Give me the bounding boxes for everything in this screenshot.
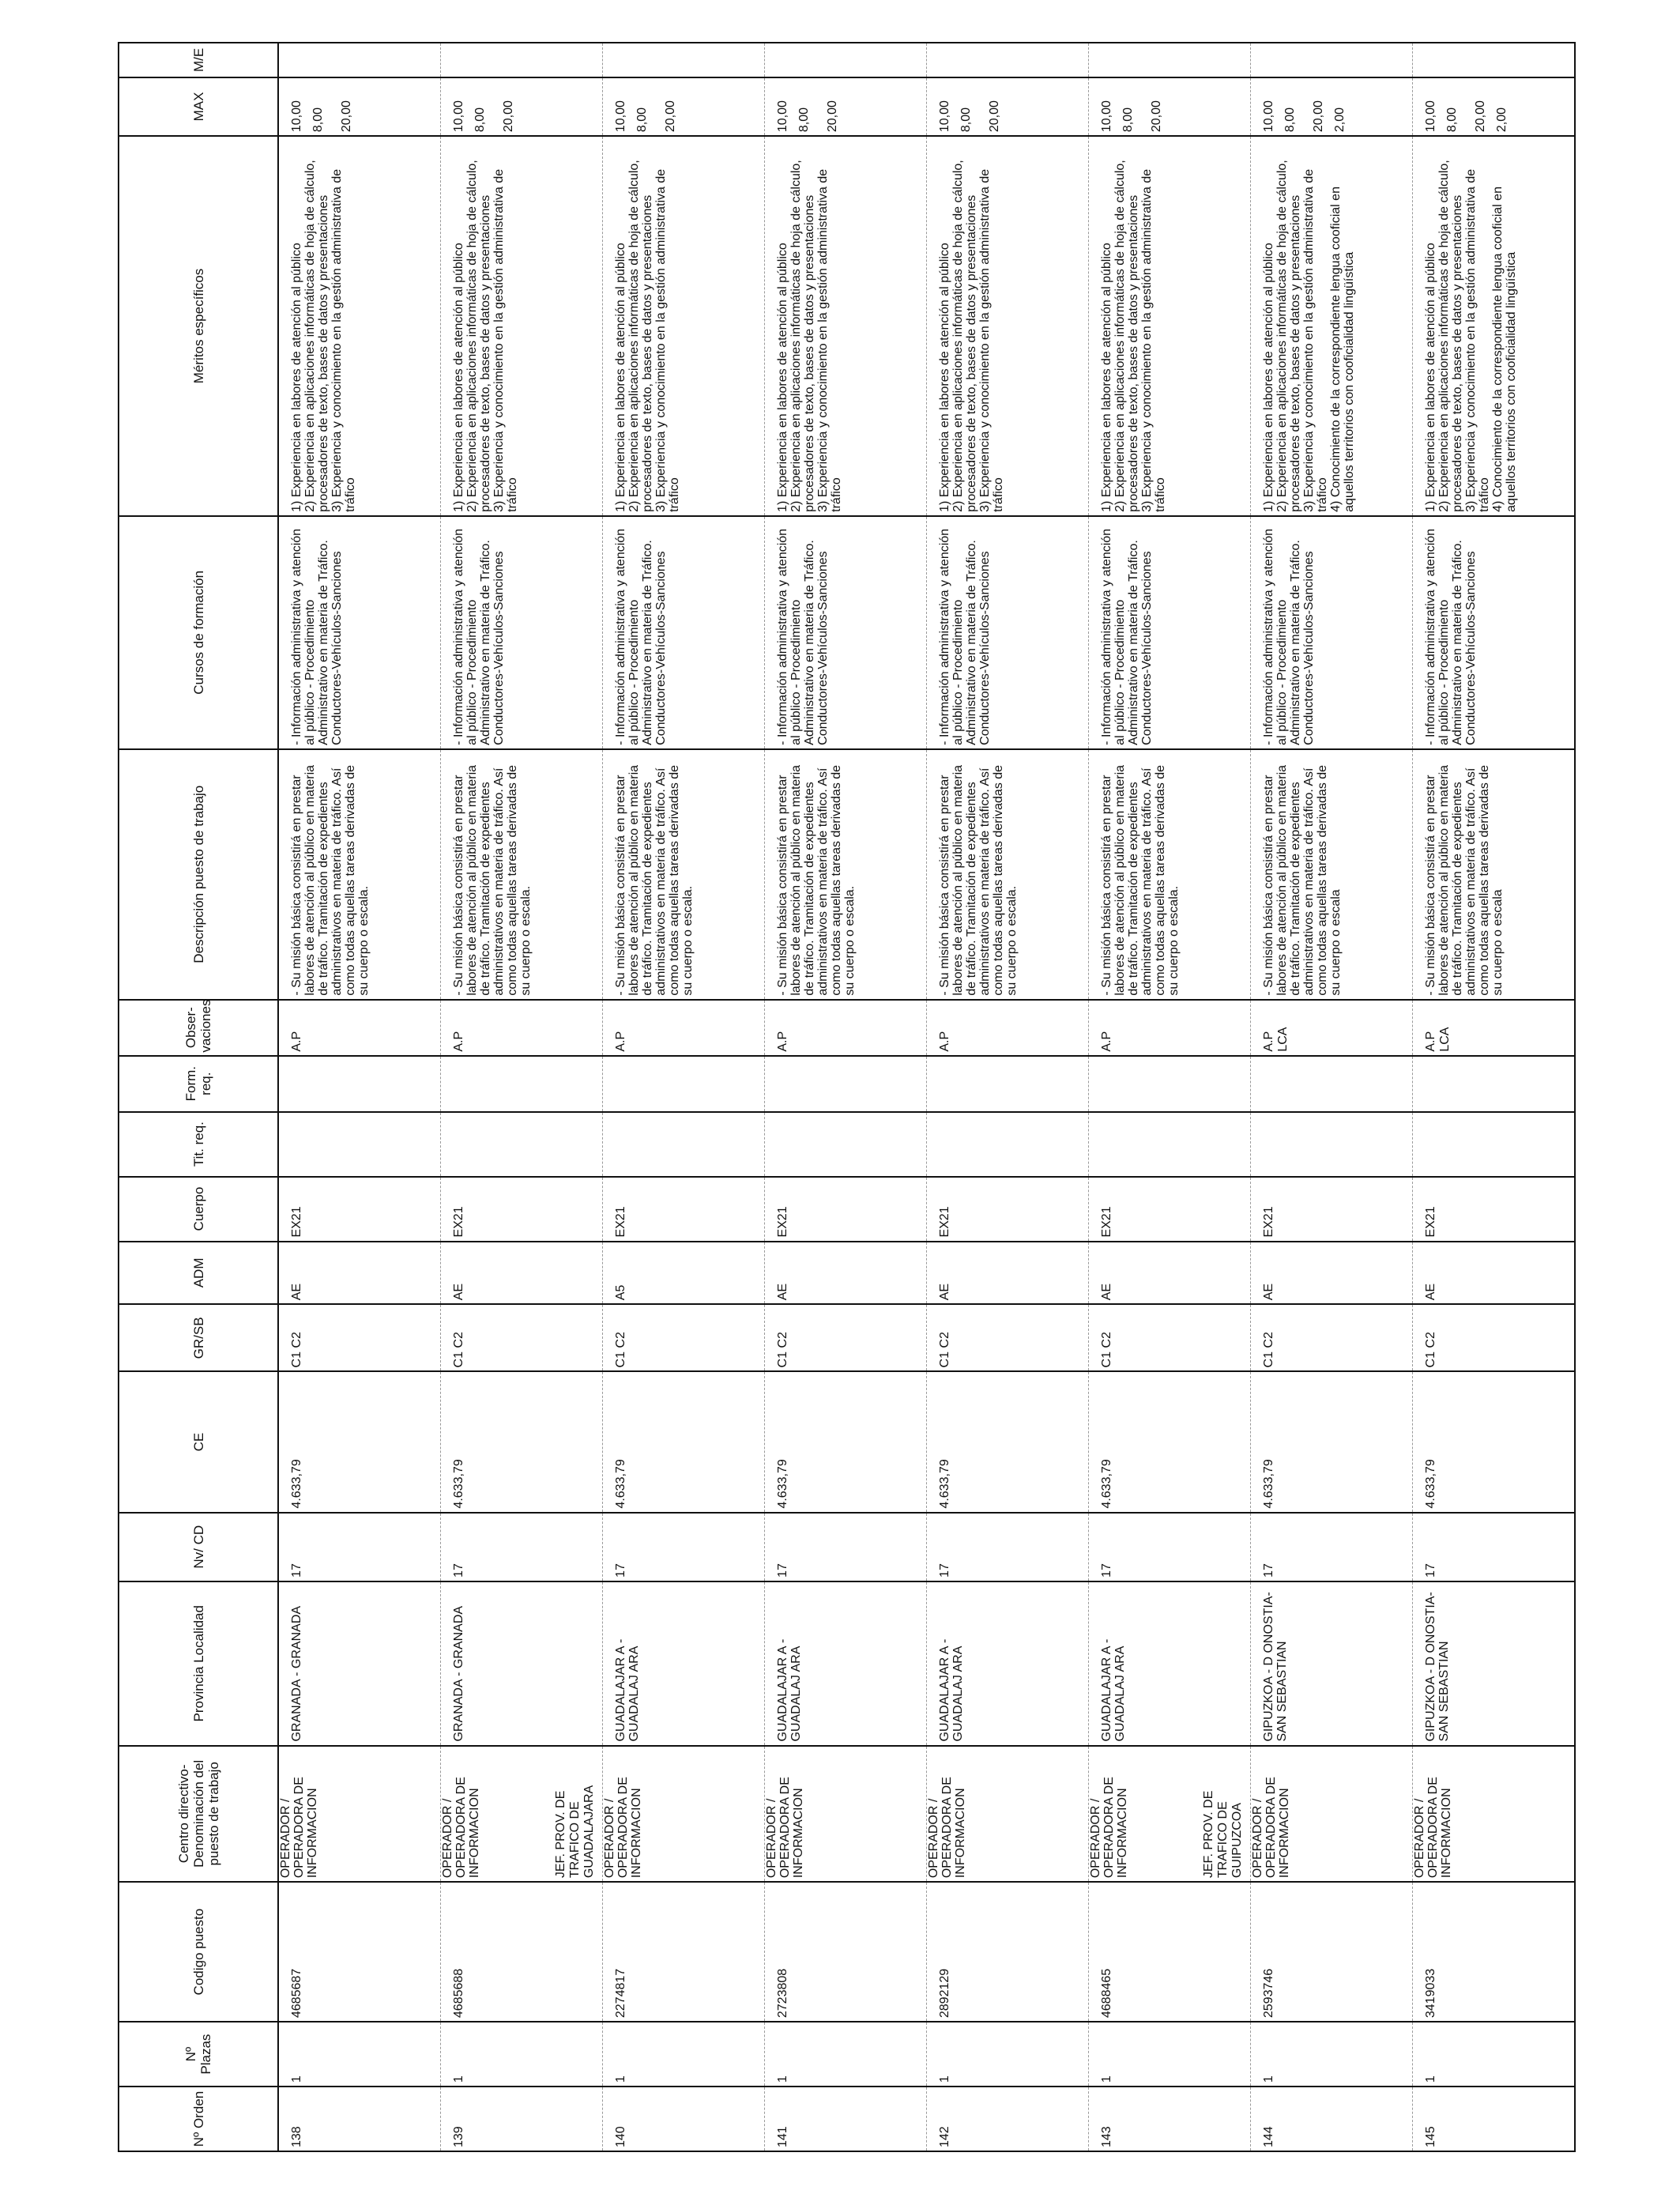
cell-me [441, 43, 603, 77]
max-value: 8,00 [311, 107, 325, 133]
cell-ce: 4.633,79 [927, 1371, 1089, 1512]
header-provincia: Provincia Localidad [119, 1581, 278, 1746]
cell-centro [927, 1746, 1089, 1883]
cell-plazas: 1 [441, 2022, 603, 2087]
cell-meritos [278, 136, 441, 516]
cell-cuerpo: EX21 [603, 1177, 765, 1242]
cell-observaciones: A.P [278, 1000, 441, 1056]
max-value: 10,00 [938, 100, 951, 133]
cell-orden: 144 [1251, 2087, 1413, 2151]
cell-ce: 4.633,79 [1089, 1371, 1251, 1512]
cell-plazas: 1 [278, 2022, 441, 2087]
cell-adm: AE [441, 1242, 603, 1305]
max-value: 2,00 [1495, 107, 1509, 133]
max-value: 20,00 [1312, 100, 1325, 133]
header-codigo: Codigo puesto [119, 1882, 278, 2022]
header-grsb: GR/SB [119, 1304, 278, 1371]
cell-adm: AE [1089, 1242, 1251, 1305]
cell-codigo: 3419033 [1413, 1882, 1576, 2022]
cell-plazas: 1 [927, 2022, 1089, 2087]
cell-me [1413, 43, 1576, 77]
cell-cuerpo: EX21 [927, 1177, 1089, 1242]
merito-item: 1) Experiencia en labores de atención al público [1100, 243, 1113, 512]
cell-orden: 145 [1413, 2087, 1576, 2151]
cell-form [1251, 1056, 1413, 1112]
cell-provincia: GUADALAJAR A - GUADALAJ ARA [765, 1581, 927, 1746]
cell-cursos: - Información administrativa y atención al público - Procedimiento Administrativo en materia de Tráfico. Conductores-Vehículos-Sanciones [927, 516, 1089, 749]
cell-meritos [603, 136, 765, 516]
cell-orden: 142 [927, 2087, 1089, 2151]
cell-form [927, 1056, 1089, 1112]
merito-item: 3) Experiencia y conocimiento en la gestión administrativa de tráfico [816, 168, 843, 512]
max-value: 10,00 [1262, 100, 1275, 133]
cell-me [927, 43, 1089, 77]
cell-max [927, 77, 1089, 136]
cell-cursos: - Información administrativa y atención al público - Procedimiento Administrativo en materia de Tráfico. Conductores-Vehículos-Sanciones [1251, 516, 1413, 749]
cell-orden: 139 [441, 2087, 603, 2151]
merito-item: 3) Experiencia y conocimiento en la gestión administrativa de tráfico [978, 168, 1005, 512]
cell-meritos [927, 136, 1089, 516]
max-value: 8,00 [959, 107, 973, 133]
cell-observaciones: A.P LCA [1251, 1000, 1413, 1056]
merito-item: 1) Experiencia en labores de atención al público [938, 243, 951, 512]
cell-max [1413, 77, 1576, 136]
header-me: M/E [119, 43, 278, 77]
cell-cuerpo: EX21 [1251, 1177, 1413, 1242]
header-orden: Nº Orden [119, 2087, 278, 2151]
merito-item: 2) Experiencia en aplicaciones informáticas de hoja de cálculo, procesadores de texto, bases de datos y presentaciones [303, 160, 330, 512]
max-value: 20,00 [1150, 100, 1163, 133]
merito-item: 1) Experiencia en labores de atención al público [1424, 243, 1437, 512]
puesto-label: OPERADOR / OPERADORA DE INFORMACION [765, 1777, 805, 1879]
cell-adm: AE [1413, 1242, 1576, 1305]
cell-centro [1202, 1746, 1413, 1883]
cell-cuerpo: EX21 [1413, 1177, 1576, 1242]
cell-form [441, 1056, 603, 1112]
cell-observaciones: A.P [603, 1000, 765, 1056]
merito-item: 1) Experiencia en labores de atención al público [452, 243, 465, 512]
max-value: 20,00 [1474, 100, 1487, 133]
table-body [278, 43, 1575, 2151]
cell-me [278, 43, 441, 77]
merito-item: 3) Experiencia y conocimiento en la gestión administrativa de tráfico [1140, 168, 1167, 512]
max-value: 2,00 [1333, 107, 1347, 133]
cell-provincia: GUADALAJAR A - GUADALAJ ARA [603, 1581, 765, 1746]
cell-tit [278, 1112, 441, 1177]
cell-cuerpo: EX21 [441, 1177, 603, 1242]
cell-codigo: 4685687 [278, 1882, 441, 2022]
cell-nivel: 17 [927, 1513, 1089, 1581]
cell-tit [603, 1112, 765, 1177]
cell-centro [1413, 1746, 1576, 1883]
puesto-label: OPERADOR / OPERADORA DE INFORMACION [1251, 1777, 1291, 1879]
cell-descripcion: - Su misión básica consistirá en prestar labores de atención al público en materia de tráfico. Tramitación de expedientes administrativos en materia de tráfico. Así como todas aquellas tareas derivadas de su cuerpo o escala [1413, 749, 1576, 1000]
cell-max [441, 77, 603, 136]
cell-adm: AE [927, 1242, 1089, 1305]
cell-plazas: 1 [1089, 2022, 1251, 2087]
cell-me [1251, 43, 1413, 77]
cell-codigo: 2892129 [927, 1882, 1089, 2022]
cell-descripcion: - Su misión básica consistirá en prestar labores de atención al público en materia de tráfico. Tramitación de expedientes administrativos en materia de tráfico. Así como todas aquellas tareas derivadas de su cuerpo o escala. [765, 749, 927, 1000]
cell-grsb: C1 C2 [603, 1304, 765, 1371]
header-cursos: Cursos de formación [119, 516, 278, 749]
header-ce: CE [119, 1371, 278, 1512]
cell-provincia: GUADALAJAR A - GUADALAJ ARA [1089, 1581, 1251, 1746]
table-row [603, 43, 765, 2151]
header-centro: Centro directivo-Denominación del puesto de trabajo [119, 1746, 278, 1883]
cell-provincia: GRANADA - GRANADA [441, 1581, 603, 1746]
cell-provincia: GIPUZKOA - D ONOSTIA-SAN SEBASTIAN [1251, 1581, 1413, 1746]
cell-form [278, 1056, 441, 1112]
cell-plazas: 1 [603, 2022, 765, 2087]
table-row [765, 43, 927, 2151]
header-max: MAX [119, 77, 278, 136]
max-value: 8,00 [1445, 107, 1459, 133]
cell-meritos [1413, 136, 1576, 516]
merito-item: 4) Conocimiento de la correspondiente lengua cooficial en aquellos territorios con cooficialidad lingüística [1491, 187, 1518, 512]
cell-ce: 4.633,79 [765, 1371, 927, 1512]
table-row [927, 43, 1089, 2151]
cell-grsb: C1 C2 [278, 1304, 441, 1371]
max-value: 20,00 [502, 100, 515, 133]
cell-cursos: - Información administrativa y atención al público - Procedimiento Administrativo en materia de Tráfico. Conductores-Vehículos-Sanciones [1413, 516, 1576, 749]
max-value: 20,00 [988, 100, 1001, 133]
cell-codigo: 2274817 [603, 1882, 765, 2022]
cell-max [765, 77, 927, 136]
cell-provincia: GUADALAJAR A - GUADALAJ ARA [927, 1581, 1089, 1746]
max-value: 8,00 [1283, 107, 1297, 133]
cell-adm: AE [1251, 1242, 1413, 1305]
puesto-label: OPERADOR / OPERADORA DE INFORMACION [1089, 1777, 1129, 1879]
puesto-label: OPERADOR / OPERADORA DE INFORMACION [603, 1777, 643, 1879]
header-row [119, 43, 278, 2151]
cell-cuerpo: EX21 [278, 1177, 441, 1242]
header-plazas: Nº Plazas [119, 2022, 278, 2087]
merito-item: 2) Experiencia en aplicaciones informáticas de hoja de cálculo, procesadores de texto, bases de datos y presentaciones [1113, 160, 1140, 512]
header-nivel: Nv/ CD [119, 1513, 278, 1581]
cell-nivel: 17 [765, 1513, 927, 1581]
merito-item: 2) Experiencia en aplicaciones informáticas de hoja de cálculo, procesadores de texto, bases de datos y presentaciones [1275, 160, 1302, 512]
cell-cursos: - Información administrativa y atención al público - Procedimiento Administrativo en materia de Tráfico. Conductores-Vehículos-Sanciones [441, 516, 603, 749]
cell-orden: 141 [765, 2087, 927, 2151]
merito-item: 1) Experiencia en labores de atención al público [614, 243, 627, 512]
cell-grsb: C1 C2 [1089, 1304, 1251, 1371]
cell-ce: 4.633,79 [278, 1371, 441, 1512]
merito-item: 3) Experiencia y conocimiento en la gestión administrativa de tráfico [330, 168, 357, 512]
merito-item: 2) Experiencia en aplicaciones informáticas de hoja de cálculo, procesadores de texto, bases de datos y presentaciones [465, 160, 492, 512]
table-row [1251, 43, 1413, 2151]
header-adm: ADM [119, 1242, 278, 1305]
cell-centro [278, 1746, 441, 1883]
merito-item: 3) Experiencia y conocimiento en la gestión administrativa de tráfico [492, 168, 519, 512]
cell-max [1251, 77, 1413, 136]
merito-item: 2) Experiencia en aplicaciones informáticas de hoja de cálculo, procesadores de texto, bases de datos y presentaciones [627, 160, 654, 512]
header-meritos: Méritos específicos [119, 136, 278, 516]
cell-meritos [765, 136, 927, 516]
cell-max [278, 77, 441, 136]
cell-form [1413, 1056, 1576, 1112]
cell-tit [765, 1112, 927, 1177]
cell-cursos: - Información administrativa y atención al público - Procedimiento Administrativo en materia de Tráfico. Conductores-Vehículos-Sanciones [1089, 516, 1251, 749]
max-value: 10,00 [452, 100, 465, 133]
max-value: 10,00 [1100, 100, 1113, 133]
cell-ce: 4.633,79 [441, 1371, 603, 1512]
merito-item: 2) Experiencia en aplicaciones informáticas de hoja de cálculo, procesadores de texto, bases de datos y presentaciones [951, 160, 978, 512]
cell-meritos [441, 136, 603, 516]
cell-orden: 140 [603, 2087, 765, 2151]
cell-max [603, 77, 765, 136]
cell-form [765, 1056, 927, 1112]
cell-descripcion: - Su misión básica consistirá en prestar labores de atención al público en materia de tráfico. Tramitación de expedientes administrativos en materia de tráfico. Así como todas aquellas tareas derivadas de su cuerpo o escala [1251, 749, 1413, 1000]
cell-grsb: C1 C2 [441, 1304, 603, 1371]
merito-item: 1) Experiencia en labores de atención al público [290, 243, 303, 512]
header-form: Form. req. [119, 1056, 278, 1112]
cell-grsb: C1 C2 [1251, 1304, 1413, 1371]
max-value: 8,00 [635, 107, 649, 133]
merito-item: 2) Experiencia en aplicaciones informáticas de hoja de cálculo, procesadores de texto, bases de datos y presentaciones [1437, 160, 1464, 512]
cell-observaciones: A.P [1089, 1000, 1251, 1056]
cell-nivel: 17 [1413, 1513, 1576, 1581]
cell-tit [927, 1112, 1089, 1177]
max-value: 20,00 [664, 100, 677, 133]
max-value: 8,00 [473, 107, 487, 133]
max-value: 8,00 [797, 107, 811, 133]
max-value: 8,00 [1121, 107, 1135, 133]
header-tit: Tit. req. [119, 1112, 278, 1177]
cell-codigo: 2593746 [1251, 1882, 1413, 2022]
cell-form [1089, 1056, 1251, 1112]
table-header [119, 43, 278, 2151]
puesto-label: OPERADOR / OPERADORA DE INFORMACION [441, 1777, 481, 1879]
table-row [1413, 43, 1576, 2151]
cell-orden: 143 [1089, 2087, 1251, 2151]
cell-descripcion: - Su misión básica consistirá en prestar labores de atención al público en materia de tráfico. Tramitación de expedientes administrativos en materia de tráfico. Así como todas aquellas tareas derivadas de su cuerpo o escala. [927, 749, 1089, 1000]
cell-nivel: 17 [603, 1513, 765, 1581]
merito-item: 3) Experiencia y conocimiento en la gestión administrativa de tráfico [654, 168, 681, 512]
cell-grsb: C1 C2 [765, 1304, 927, 1371]
merito-item: 1) Experiencia en labores de atención al público [1262, 243, 1275, 512]
cell-descripcion: - Su misión básica consistirá en prestar labores de atención al público en materia de tráfico. Tramitación de expedientes administrativos en materia de tráfico. Así como todas aquellas tareas derivadas de su cuerpo o escala. [603, 749, 765, 1000]
cell-form [603, 1056, 765, 1112]
merito-item: 2) Experiencia en aplicaciones informáticas de hoja de cálculo, procesadores de texto, bases de datos y presentaciones [789, 160, 816, 512]
cell-tit [1089, 1112, 1251, 1177]
cell-centro [554, 1746, 765, 1883]
cell-me [603, 43, 765, 77]
cell-plazas: 1 [765, 2022, 927, 2087]
cell-adm: AE [765, 1242, 927, 1305]
cell-cursos: - Información administrativa y atención al público - Procedimiento Administrativo en materia de Tráfico. Conductores-Vehículos-Sanciones [603, 516, 765, 749]
centro-directivo-label: JEF. PROV. DE TRAFICO DE GUADALAJARA [554, 1785, 596, 1879]
cell-adm: AE [278, 1242, 441, 1305]
cell-cursos: - Información administrativa y atención al público - Procedimiento Administrativo en materia de Tráfico. Conductores-Vehículos-Sanciones [278, 516, 441, 749]
max-value: 10,00 [776, 100, 789, 133]
cell-me [765, 43, 927, 77]
table-row [278, 43, 441, 2151]
header-observaciones: Obser-vaciones [119, 1000, 278, 1056]
cell-plazas: 1 [1251, 2022, 1413, 2087]
cell-observaciones: A.P [927, 1000, 1089, 1056]
merito-item: 3) Experiencia y conocimiento en la gestión administrativa de tráfico [1302, 168, 1329, 512]
centro-directivo-label: JEF. PROV. DE TRAFICO DE GUIPUZCOA [1202, 1790, 1244, 1879]
cell-cuerpo: EX21 [765, 1177, 927, 1242]
merito-item: 3) Experiencia y conocimiento en la gestión administrativa de tráfico [1464, 168, 1491, 512]
cell-descripcion: - Su misión básica consistirá en prestar labores de atención al público en materia de tráfico. Tramitación de expedientes administrativos en materia de tráfico. Así como todas aquellas tareas derivadas de su cuerpo o escala. [1089, 749, 1251, 1000]
cell-observaciones: A.P [441, 1000, 603, 1056]
puesto-label: OPERADOR / OPERADORA DE INFORMACION [279, 1777, 319, 1879]
cell-nivel: 17 [1251, 1513, 1413, 1581]
puesto-label: OPERADOR / OPERADORA DE INFORMACION [927, 1777, 967, 1879]
puesto-label: OPERADOR / OPERADORA DE INFORMACION [1413, 1777, 1453, 1879]
cell-ce: 4.633,79 [603, 1371, 765, 1512]
cell-tit [1251, 1112, 1413, 1177]
cell-nivel: 17 [1089, 1513, 1251, 1581]
cell-nivel: 17 [441, 1513, 603, 1581]
cell-grsb: C1 C2 [927, 1304, 1089, 1371]
cell-adm: A5 [603, 1242, 765, 1305]
cell-codigo: 2723808 [765, 1882, 927, 2022]
cell-max [1089, 77, 1251, 136]
header-cuerpo: Cuerpo [119, 1177, 278, 1242]
cell-observaciones: A.P LCA [1413, 1000, 1576, 1056]
cell-codigo: 4685688 [441, 1882, 603, 2022]
cell-me [1089, 43, 1251, 77]
max-value: 10,00 [290, 100, 303, 133]
cell-descripcion: - Su misión básica consistirá en prestar labores de atención al público en materia de tráfico. Tramitación de expedientes administrativos en materia de tráfico. Así como todas aquellas tareas derivadas de su cuerpo o escala. [441, 749, 603, 1000]
cell-codigo: 4688465 [1089, 1882, 1251, 2022]
rotated-document-page [118, 42, 1562, 2152]
header-descripcion: Descripción puesto de trabajo [119, 749, 278, 1000]
cell-cursos: - Información administrativa y atención al público - Procedimiento Administrativo en materia de Tráfico. Conductores-Vehículos-Sanciones [765, 516, 927, 749]
cell-descripcion: - Su misión básica consistirá en prestar labores de atención al público en materia de tráfico. Tramitación de expedientes administrativos en materia de tráfico. Así como todas aquellas tareas derivadas de su cuerpo o escala. [278, 749, 441, 1000]
cell-provincia: GRANADA - GRANADA [278, 1581, 441, 1746]
cell-nivel: 17 [278, 1513, 441, 1581]
cell-tit [441, 1112, 603, 1177]
cell-centro [765, 1746, 927, 1883]
cell-ce: 4.633,79 [1413, 1371, 1576, 1512]
max-value: 20,00 [340, 100, 353, 133]
job-positions-table [118, 42, 1576, 2152]
cell-tit [1413, 1112, 1576, 1177]
cell-cuerpo: EX21 [1089, 1177, 1251, 1242]
cell-observaciones: A.P [765, 1000, 927, 1056]
merito-item: 4) Conocimiento de la correspondiente lengua cooficial en aquellos territorios con cooficialidad lingüística [1329, 187, 1356, 512]
max-value: 10,00 [614, 100, 627, 133]
cell-provincia: GIPUZKOA - D ONOSTIA-SAN SEBASTIAN [1413, 1581, 1576, 1746]
cell-meritos [1251, 136, 1413, 516]
cell-plazas: 1 [1413, 2022, 1576, 2087]
merito-item: 1) Experiencia en labores de atención al público [776, 243, 789, 512]
cell-orden: 138 [278, 2087, 441, 2151]
max-value: 20,00 [826, 100, 839, 133]
cell-meritos [1089, 136, 1251, 516]
cell-grsb: C1 C2 [1413, 1304, 1576, 1371]
cell-ce: 4.633,79 [1251, 1371, 1413, 1512]
max-value: 10,00 [1424, 100, 1437, 133]
